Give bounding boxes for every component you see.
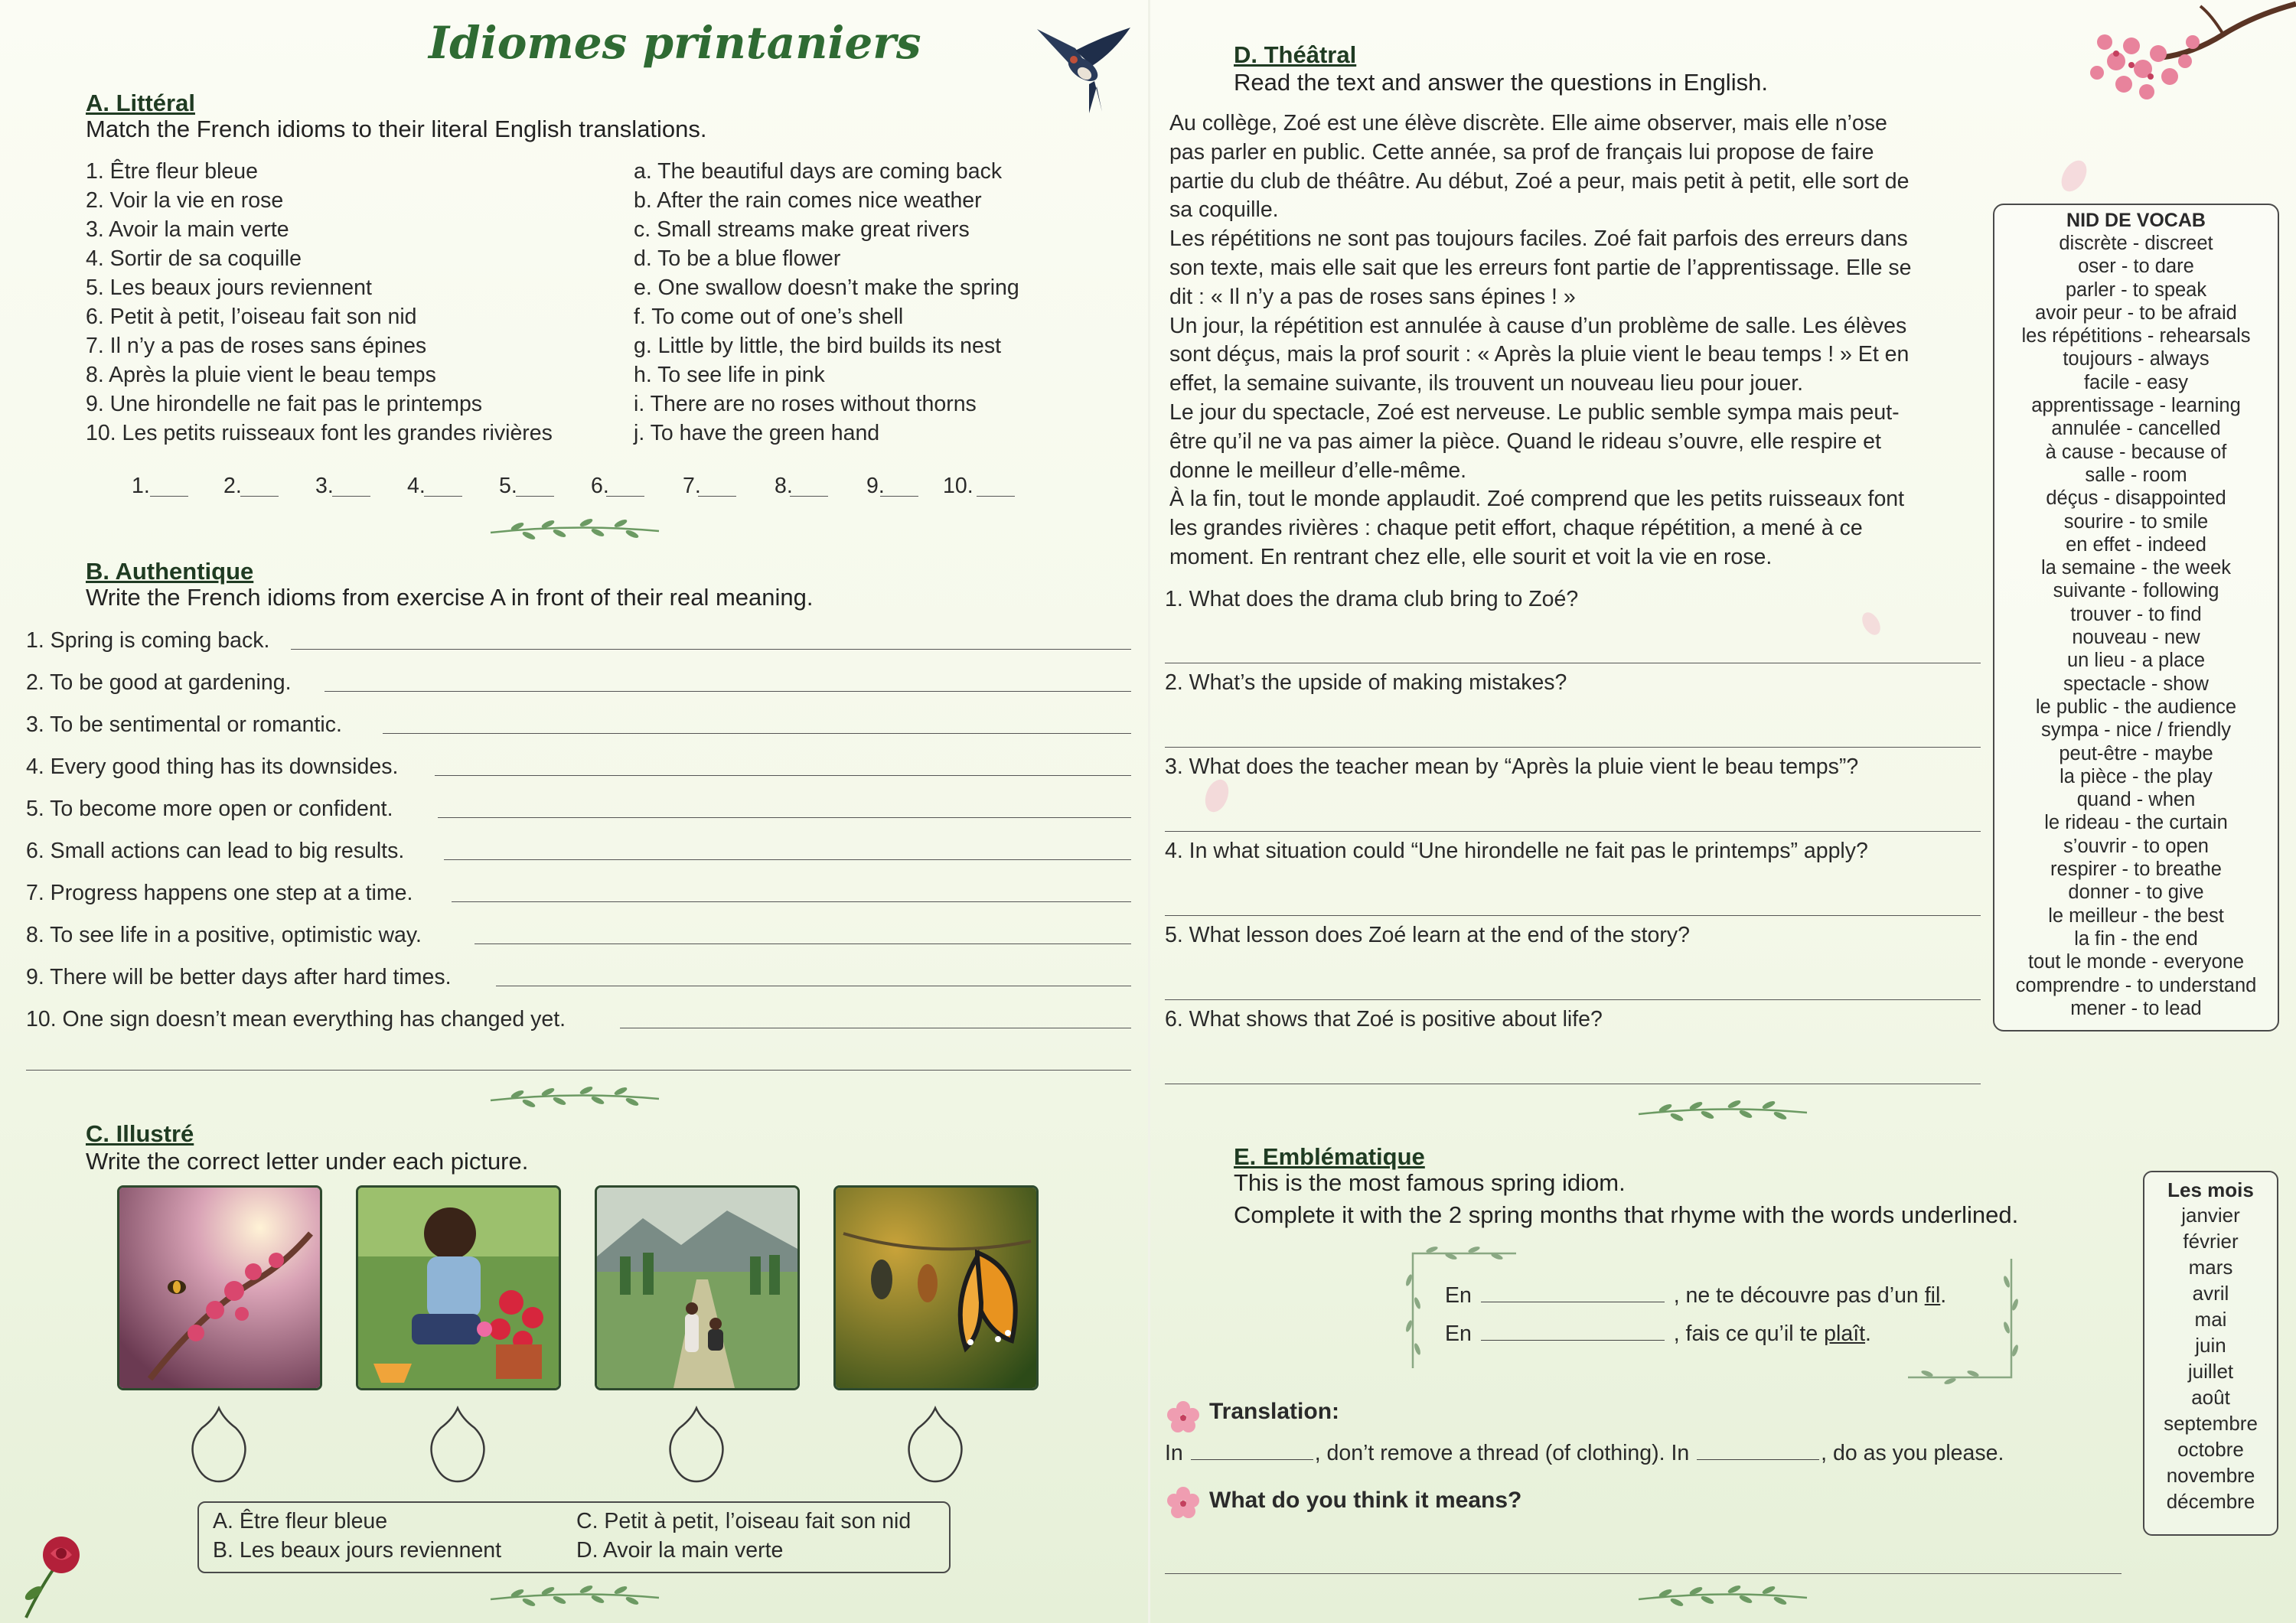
- picture-options-box: [197, 1501, 951, 1573]
- answer-number: 2.: [223, 474, 242, 498]
- question-item: 6. What shows that Zoé is positive about life?: [1165, 1007, 1603, 1031]
- leaf-answer-shape[interactable]: [905, 1405, 966, 1485]
- vocab-item: suivante - following: [2053, 580, 2219, 602]
- vine-divider: [487, 1584, 663, 1610]
- month-item: juillet: [2187, 1360, 2234, 1383]
- vocab-item: le rideau - the curtain: [2044, 812, 2228, 834]
- month-item: août: [2191, 1386, 2230, 1409]
- meaning-item: 5. To become more open or confident.: [26, 797, 393, 821]
- text-line: dit : « Il n’y a pas de roses sans épines ! »: [1169, 284, 1576, 309]
- text-line: être qu’il ne va pas aimer la pièce. Quand le rideau s’ouvre, elle respire et: [1169, 429, 1881, 454]
- answer-blank-10[interactable]: [977, 496, 1015, 497]
- question-item: 4. In what situation could “Une hirondelle ne fait pas le printemps” apply?: [1165, 839, 1868, 863]
- text-line: moment. En rentrant chez elle, elle sourit et voit la vie en rose.: [1169, 544, 1773, 569]
- vocab-item: à cause - because of: [2045, 441, 2227, 463]
- meaning-item: 7. Progress happens one step at a time.: [26, 881, 413, 905]
- idiom-item: 9. Une hirondelle ne fait pas le printemps: [86, 392, 483, 416]
- vine-divider: [1635, 1584, 1811, 1610]
- text-line: effet, la semaine suivante, ils trouvent un nouveau lieu pour jouer.: [1169, 371, 1804, 396]
- answer-blank-4[interactable]: [424, 496, 462, 497]
- idiom-list: [86, 157, 553, 448]
- meaning-item: 6. Small actions can lead to big results.: [26, 839, 405, 863]
- vocab-item: avoir peur - to be afraid: [2035, 301, 2237, 324]
- section-c-heading: C. Illustré: [86, 1120, 194, 1147]
- translation-item: c. Small streams make great rivers: [634, 217, 970, 242]
- translation-line: [1165, 1439, 2004, 1468]
- vocab-item: s’ouvrir - to open: [2063, 835, 2209, 857]
- idiom-item: 10. Les petits ruisseaux font les grandes rivières: [86, 421, 553, 445]
- vocab-item: peut-être - maybe: [2059, 742, 2213, 764]
- worksheet-title: Idiomes printaniers: [429, 17, 921, 69]
- petal-decoration: [2051, 153, 2097, 199]
- months-list: [2144, 1202, 2277, 1514]
- vocab-item: le public - the audience: [2035, 696, 2237, 718]
- vocab-item: nouveau - new: [2072, 627, 2200, 649]
- translation-text: , don’t remove a thread (of clothing). In: [1314, 1441, 1690, 1465]
- section-e-line1: This is the most famous spring idiom.: [1234, 1169, 1626, 1196]
- rhyme-word: plaît: [1824, 1322, 1866, 1346]
- text-line: Un jour, la répétition est annulée à cause d’un problème de salle. Les élèves: [1169, 313, 1907, 338]
- translation-item: j. To have the green hand: [634, 421, 880, 445]
- meaning-label: What do you think it means?: [1209, 1488, 1522, 1513]
- answer-blank-6[interactable]: [606, 496, 644, 497]
- vocab-list: [1994, 232, 2278, 1020]
- text-line: sa coquille.: [1169, 197, 1279, 223]
- cherry-blossom-branch: [2070, 0, 2296, 115]
- translation-item: b. After the rain comes nice weather: [634, 188, 982, 213]
- answer-blank-1[interactable]: [150, 496, 188, 497]
- idiom-text: En: [1445, 1322, 1472, 1346]
- vocab-item: la pièce - the play: [2060, 765, 2213, 787]
- vocab-item: sympa - nice / friendly: [2040, 719, 2231, 741]
- month-item: janvier: [2181, 1204, 2240, 1227]
- meaning-item: 1. Spring is coming back.: [26, 628, 270, 653]
- answer-number: 5.: [499, 474, 517, 498]
- child-gardening-photo: [356, 1185, 561, 1390]
- idiom-item: 4. Sortir de sa coquille: [86, 246, 302, 271]
- picture-option: D. Avoir la main verte: [576, 1538, 784, 1563]
- idiom-text: , ne te découvre pas d’un: [1673, 1283, 1919, 1308]
- vocab-item: toujours - always: [2063, 348, 2210, 370]
- idiom-text: , fais ce qu’il te: [1673, 1322, 1818, 1346]
- rhyme-word: fil: [1924, 1283, 1941, 1308]
- section-d-heading: D. Théâtral: [1234, 41, 1357, 68]
- vine-divider: [1635, 1099, 1811, 1125]
- bee-on-blossom-photo: [117, 1185, 322, 1390]
- vocab-item: quand - when: [2076, 789, 2196, 811]
- month-item: décembre: [2166, 1490, 2255, 1513]
- vocab-item: le meilleur - the best: [2048, 904, 2224, 927]
- answer-number: 9.: [866, 474, 885, 498]
- frame-vine-bottom-right: [1904, 1255, 2019, 1385]
- meaning-item: 10. One sign doesn’t mean everything has changed yet.: [26, 1007, 566, 1031]
- answer-blank-5[interactable]: [516, 496, 554, 497]
- translation-item: h. To see life in pink: [634, 363, 825, 387]
- text-line: Au collège, Zoé est une élève discrète. Elle aime observer, mais elle n’ose: [1169, 111, 1887, 135]
- vocab-item: la fin - the end: [2074, 927, 2198, 950]
- idiom-line-1: [1445, 1281, 1946, 1310]
- question-answer-line[interactable]: [1165, 915, 1981, 916]
- vocab-box: [1993, 204, 2279, 1031]
- meaning-item: 4. Every good thing has its downsides.: [26, 754, 399, 779]
- section-a-heading: A. Littéral: [86, 90, 195, 116]
- translation-text: In: [1165, 1441, 1183, 1465]
- translation-item: g. Little by little, the bird builds its nest: [634, 334, 1001, 358]
- answer-number: 1.: [132, 474, 150, 498]
- idiom-item: 3. Avoir la main verte: [86, 217, 289, 242]
- month-item: octobre: [2177, 1438, 2244, 1461]
- vocab-item: tout le monde - everyone: [2027, 951, 2245, 973]
- idiom-line-2: [1445, 1319, 1871, 1348]
- vocab-item: facile - easy: [2083, 371, 2189, 393]
- month-item: mars: [2188, 1256, 2233, 1279]
- answer-number: 8.: [775, 474, 793, 498]
- flower-bullet-icon: [1165, 1400, 1202, 1432]
- vocab-item: déçus - disappointed: [2046, 487, 2226, 510]
- month-item: février: [2183, 1230, 2239, 1253]
- reading-text: [1169, 109, 1988, 572]
- vocab-item: comprendre - to understand: [2015, 974, 2257, 996]
- section-c-instruction: Write the correct letter under each picture.: [86, 1148, 529, 1175]
- leaf-answer-shape[interactable]: [188, 1405, 249, 1485]
- picture-option: B. Les beaux jours reviennent: [213, 1538, 502, 1563]
- meaning-answer-line[interactable]: [444, 859, 1131, 860]
- vocab-item: spectacle - show: [2063, 673, 2209, 695]
- text-line: Le jour du spectacle, Zoé est nerveuse. Le public semble sympa mais peut-: [1169, 399, 1900, 425]
- picture-option: A. Être fleur bleue: [213, 1509, 388, 1533]
- text-line: sont déçus, mais la prof sourit : « Après la pluie vient le beau temps ! » Et en: [1169, 342, 1910, 367]
- section-b-heading: B. Authentique: [86, 558, 254, 585]
- vocab-item: salle - room: [2085, 464, 2187, 486]
- text-line: son texte, mais elle sait que les erreurs font partie de l’apprentissage. Elle se: [1169, 255, 1912, 280]
- idiom-item: 8. Après la pluie vient le beau temps: [86, 363, 436, 387]
- meaning-item: 3. To be sentimental or romantic.: [26, 712, 342, 737]
- flower-bullet-icon: [1165, 1486, 1202, 1518]
- meaning-item: 9. There will be better days after hard times.: [26, 965, 452, 989]
- vocab-item: un lieu - a place: [2066, 650, 2206, 672]
- idiom-item: 7. Il n’y a pas de roses sans épines: [86, 334, 427, 358]
- month-item: novembre: [2166, 1464, 2255, 1487]
- vocab-item: trouver - to find: [2070, 603, 2202, 625]
- section-d-instruction: Read the text and answer the questions in English.: [1234, 69, 1768, 96]
- translation-list: [634, 157, 1019, 448]
- month-item: septembre: [2164, 1412, 2258, 1435]
- marriage-proposal-photo: [595, 1185, 800, 1390]
- section-b-instruction: Write the French idioms from exercise A in front of their real meaning.: [86, 584, 814, 611]
- vocab-item: mener - to lead: [2070, 997, 2202, 1019]
- translation-blank-2[interactable]: [1697, 1441, 1819, 1460]
- vocab-item: discrète - discreet: [2059, 233, 2213, 254]
- vocab-item: la semaine - the week: [2040, 557, 2232, 579]
- meaning-answer-line[interactable]: [435, 775, 1131, 776]
- question-answer-line[interactable]: [1165, 747, 1981, 748]
- idiom-item: 1. Être fleur bleue: [86, 159, 258, 184]
- translation-text: , do as you please.: [1821, 1441, 2004, 1465]
- meaning-answer-line[interactable]: [1165, 1573, 2122, 1574]
- vocab-item: annulée - cancelled: [2051, 418, 2221, 440]
- idiom-item: 6. Petit à petit, l’oiseau fait son nid: [86, 305, 417, 329]
- answer-blanks-row: [132, 471, 1035, 502]
- vine-divider: [487, 517, 663, 543]
- answer-number: 3.: [315, 474, 334, 498]
- translation-item: f. To come out of one’s shell: [634, 305, 904, 329]
- month-item: juin: [2195, 1334, 2226, 1357]
- vocab-item: parler - to speak: [2065, 279, 2207, 301]
- translation-item: i. There are no roses without thorns: [634, 392, 977, 416]
- meaning-answer-line[interactable]: [452, 901, 1131, 902]
- question-item: 3. What does the teacher mean by “Après la pluie vient le beau temps”?: [1165, 754, 1859, 779]
- meaning-item: 2. To be good at gardening.: [26, 670, 292, 695]
- meaning-answer-line[interactable]: [383, 733, 1131, 734]
- idiom-punctuation: .: [1865, 1322, 1871, 1346]
- vocab-item: donner - to give: [2068, 882, 2204, 904]
- question-item: 5. What lesson does Zoé learn at the end of the story?: [1165, 923, 1690, 947]
- idiom-item: 2. Voir la vie en rose: [86, 188, 284, 213]
- leaf-answer-shape[interactable]: [666, 1405, 727, 1485]
- meaning-answer-line-extra[interactable]: [26, 1070, 1131, 1071]
- answer-blank-8[interactable]: [790, 496, 828, 497]
- question-item: 1. What does the drama club bring to Zoé?: [1165, 587, 1579, 611]
- translation-blank-1[interactable]: [1191, 1441, 1313, 1460]
- translation-item: a. The beautiful days are coming back: [634, 159, 1003, 184]
- meaning-answer-line[interactable]: [475, 943, 1131, 944]
- meaning-answer-line[interactable]: [325, 691, 1131, 692]
- vocab-item: en effet - indeed: [2066, 533, 2206, 556]
- translation-label: Translation:: [1209, 1399, 1340, 1424]
- vocab-item: sourire - to smile: [2063, 510, 2209, 533]
- butterfly-emerging-photo: [833, 1185, 1039, 1390]
- answer-blank-2[interactable]: [240, 496, 279, 497]
- rose-illustration: [11, 1532, 87, 1620]
- month-item: avril: [2192, 1282, 2229, 1305]
- text-line: Les répétitions ne sont pas toujours faciles. Zoé fait parfois des erreurs dans: [1169, 227, 1908, 252]
- translation-item: e. One swallow doesn’t make the spring: [634, 275, 1019, 300]
- answer-number: 6.: [591, 474, 609, 498]
- translation-item: d. To be a blue flower: [634, 246, 841, 271]
- swallow-illustration: [1029, 14, 1137, 117]
- text-line: les grandes rivières : chaque petit effort, chaque répétition, a mené à ce: [1169, 516, 1863, 541]
- vocab-item: oser - to dare: [2078, 256, 2194, 278]
- text-line: donne le meilleur d’elle-même.: [1169, 458, 1467, 483]
- idiom-punctuation: .: [1940, 1283, 1947, 1308]
- month-blank-2[interactable]: [1481, 1322, 1665, 1341]
- vocab-item: les répétitions - rehearsals: [2021, 325, 2251, 347]
- vocab-item: apprentissage - learning: [2031, 395, 2241, 417]
- meaning-item: 8. To see life in a positive, optimistic way.: [26, 923, 422, 947]
- question-item: 2. What’s the upside of making mistakes?: [1165, 670, 1567, 695]
- idiom-item: 5. Les beaux jours reviennent: [86, 275, 372, 300]
- months-box: [2143, 1171, 2278, 1536]
- text-line: À la fin, tout le monde applaudit. Zoé comprend que les petits ruisseaux font: [1169, 487, 1905, 512]
- question-answer-line[interactable]: [1165, 999, 1981, 1000]
- text-line: pas parler en public. Cette année, sa prof de français lui propose de faire: [1169, 139, 1874, 165]
- answer-number: 7.: [683, 474, 701, 498]
- vocab-title: NID DE VOCAB: [2066, 210, 2206, 231]
- section-e-line2: Complete it with the 2 spring months that rhyme with the words underlined.: [1234, 1201, 2019, 1228]
- question-answer-line[interactable]: [1165, 831, 1981, 832]
- leaf-answer-shape[interactable]: [427, 1405, 488, 1485]
- section-e-heading: E. Emblématique: [1234, 1143, 1425, 1170]
- text-line: partie du club de théâtre. Au début, Zoé a peur, mais petit à petit, elle sort de: [1169, 168, 1910, 194]
- answer-blank-9[interactable]: [880, 496, 918, 497]
- months-title: Les mois: [2167, 1178, 2254, 1201]
- meaning-answer-line[interactable]: [291, 649, 1131, 650]
- page-divider: [1148, 0, 1150, 1623]
- answer-number: 4.: [407, 474, 426, 498]
- meaning-answer-line[interactable]: [438, 817, 1131, 818]
- idiom-text: En: [1445, 1283, 1472, 1308]
- answer-blank-3[interactable]: [332, 496, 370, 497]
- picture-option: C. Petit à petit, l’oiseau fait son nid: [576, 1509, 912, 1533]
- month-blank-1[interactable]: [1481, 1283, 1665, 1302]
- answer-number: 10.: [943, 474, 974, 498]
- vocab-item: respirer - to breathe: [2050, 859, 2222, 881]
- vine-divider: [487, 1085, 663, 1111]
- answer-blank-7[interactable]: [698, 496, 736, 497]
- section-a-instruction: Match the French idioms to their literal English translations.: [86, 116, 707, 142]
- petal-decoration: [1852, 605, 1890, 643]
- month-item: mai: [2194, 1308, 2227, 1331]
